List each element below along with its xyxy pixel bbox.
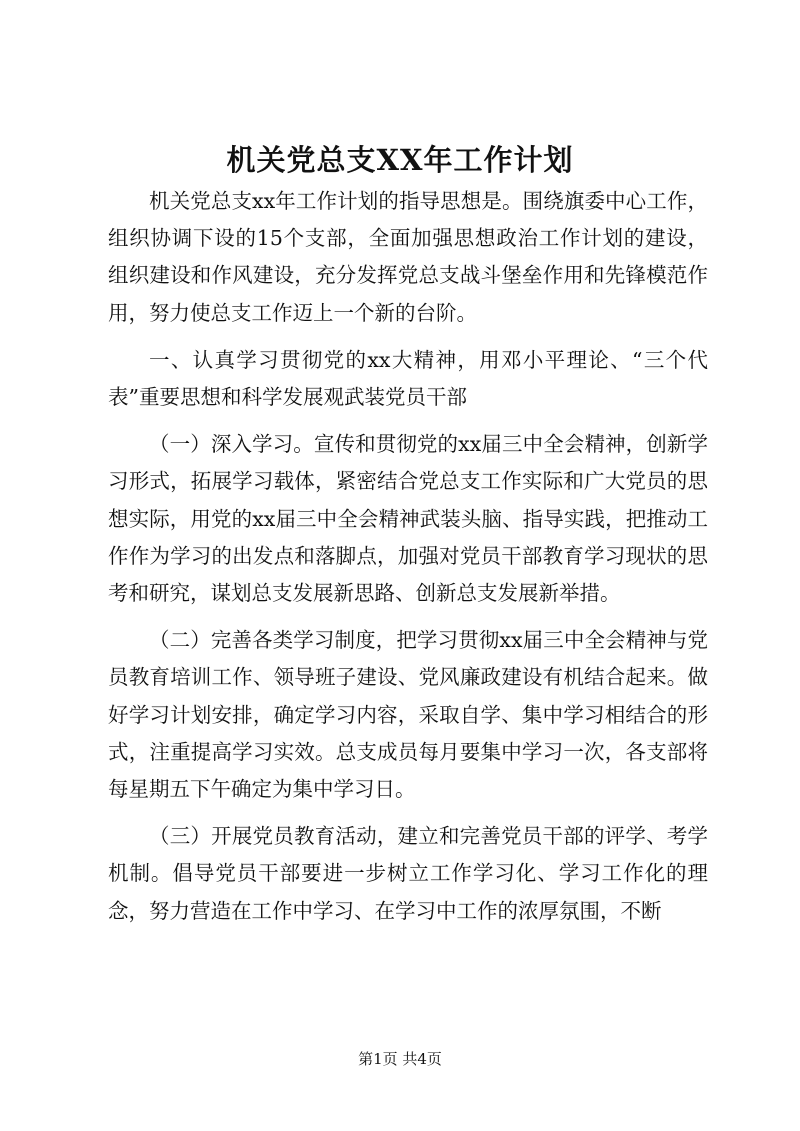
paragraph-item-2: （二）完善各类学习制度，把学习贯彻xx届三中全会精神与党员教育培训工作、领导班子建设、党风廉政建设有机结合起来。做好学习计划安排，确定学习内容，采取自学、集中学习相结合的形式，注重提高学习实效。总支成员每月要集中学习一次，各支部将每星期五下午确定为集中学习日。: [108, 628, 708, 802]
paragraph-item-1: （一）深入学习。宣传和贯彻党的xx届三中全会精神，创新学习形式，拓展学习载体，紧密结合党总支工作实际和广大党员的思想实际，用党的xx届三中全会精神武装头脑、指导实践，把推动工作作为学习的出发点和落脚点，加强对党员干部教育学习现状的思考和研究，谋划总支发展新思路、创新总支发展新举措。: [108, 432, 708, 606]
paragraph-item-3: （三）开展党员教育活动，建立和完善党员干部的评学、考学机制。倡导党员干部要进一步树立工作学习化、学习工作化的理念，努力营造在工作中学习、在学习中工作的浓厚氛围，不断: [108, 824, 708, 923]
page-number-footer: 第1页 共4页: [358, 1050, 442, 1068]
paragraph-section-heading: 一、认真学习贯彻党的xx大精神，用邓小平理论、“三个代表”重要思想和科学发展观武装党员干部: [108, 347, 708, 410]
document-title: 机关党总支XX年工作计划: [226, 143, 574, 177]
paragraph-intro: 机关党总支xx年工作计划的指导思想是。围绕旗委中心工作，组织协调下设的15个支部，全面加强思想政治工作计划的建设，组织建设和作风建设，充分发挥党总支战斗堡垒作用和先锋模范作用，努力使总支工作迈上一个新的台阶。: [108, 189, 708, 325]
document-body: [108, 183, 708, 940]
